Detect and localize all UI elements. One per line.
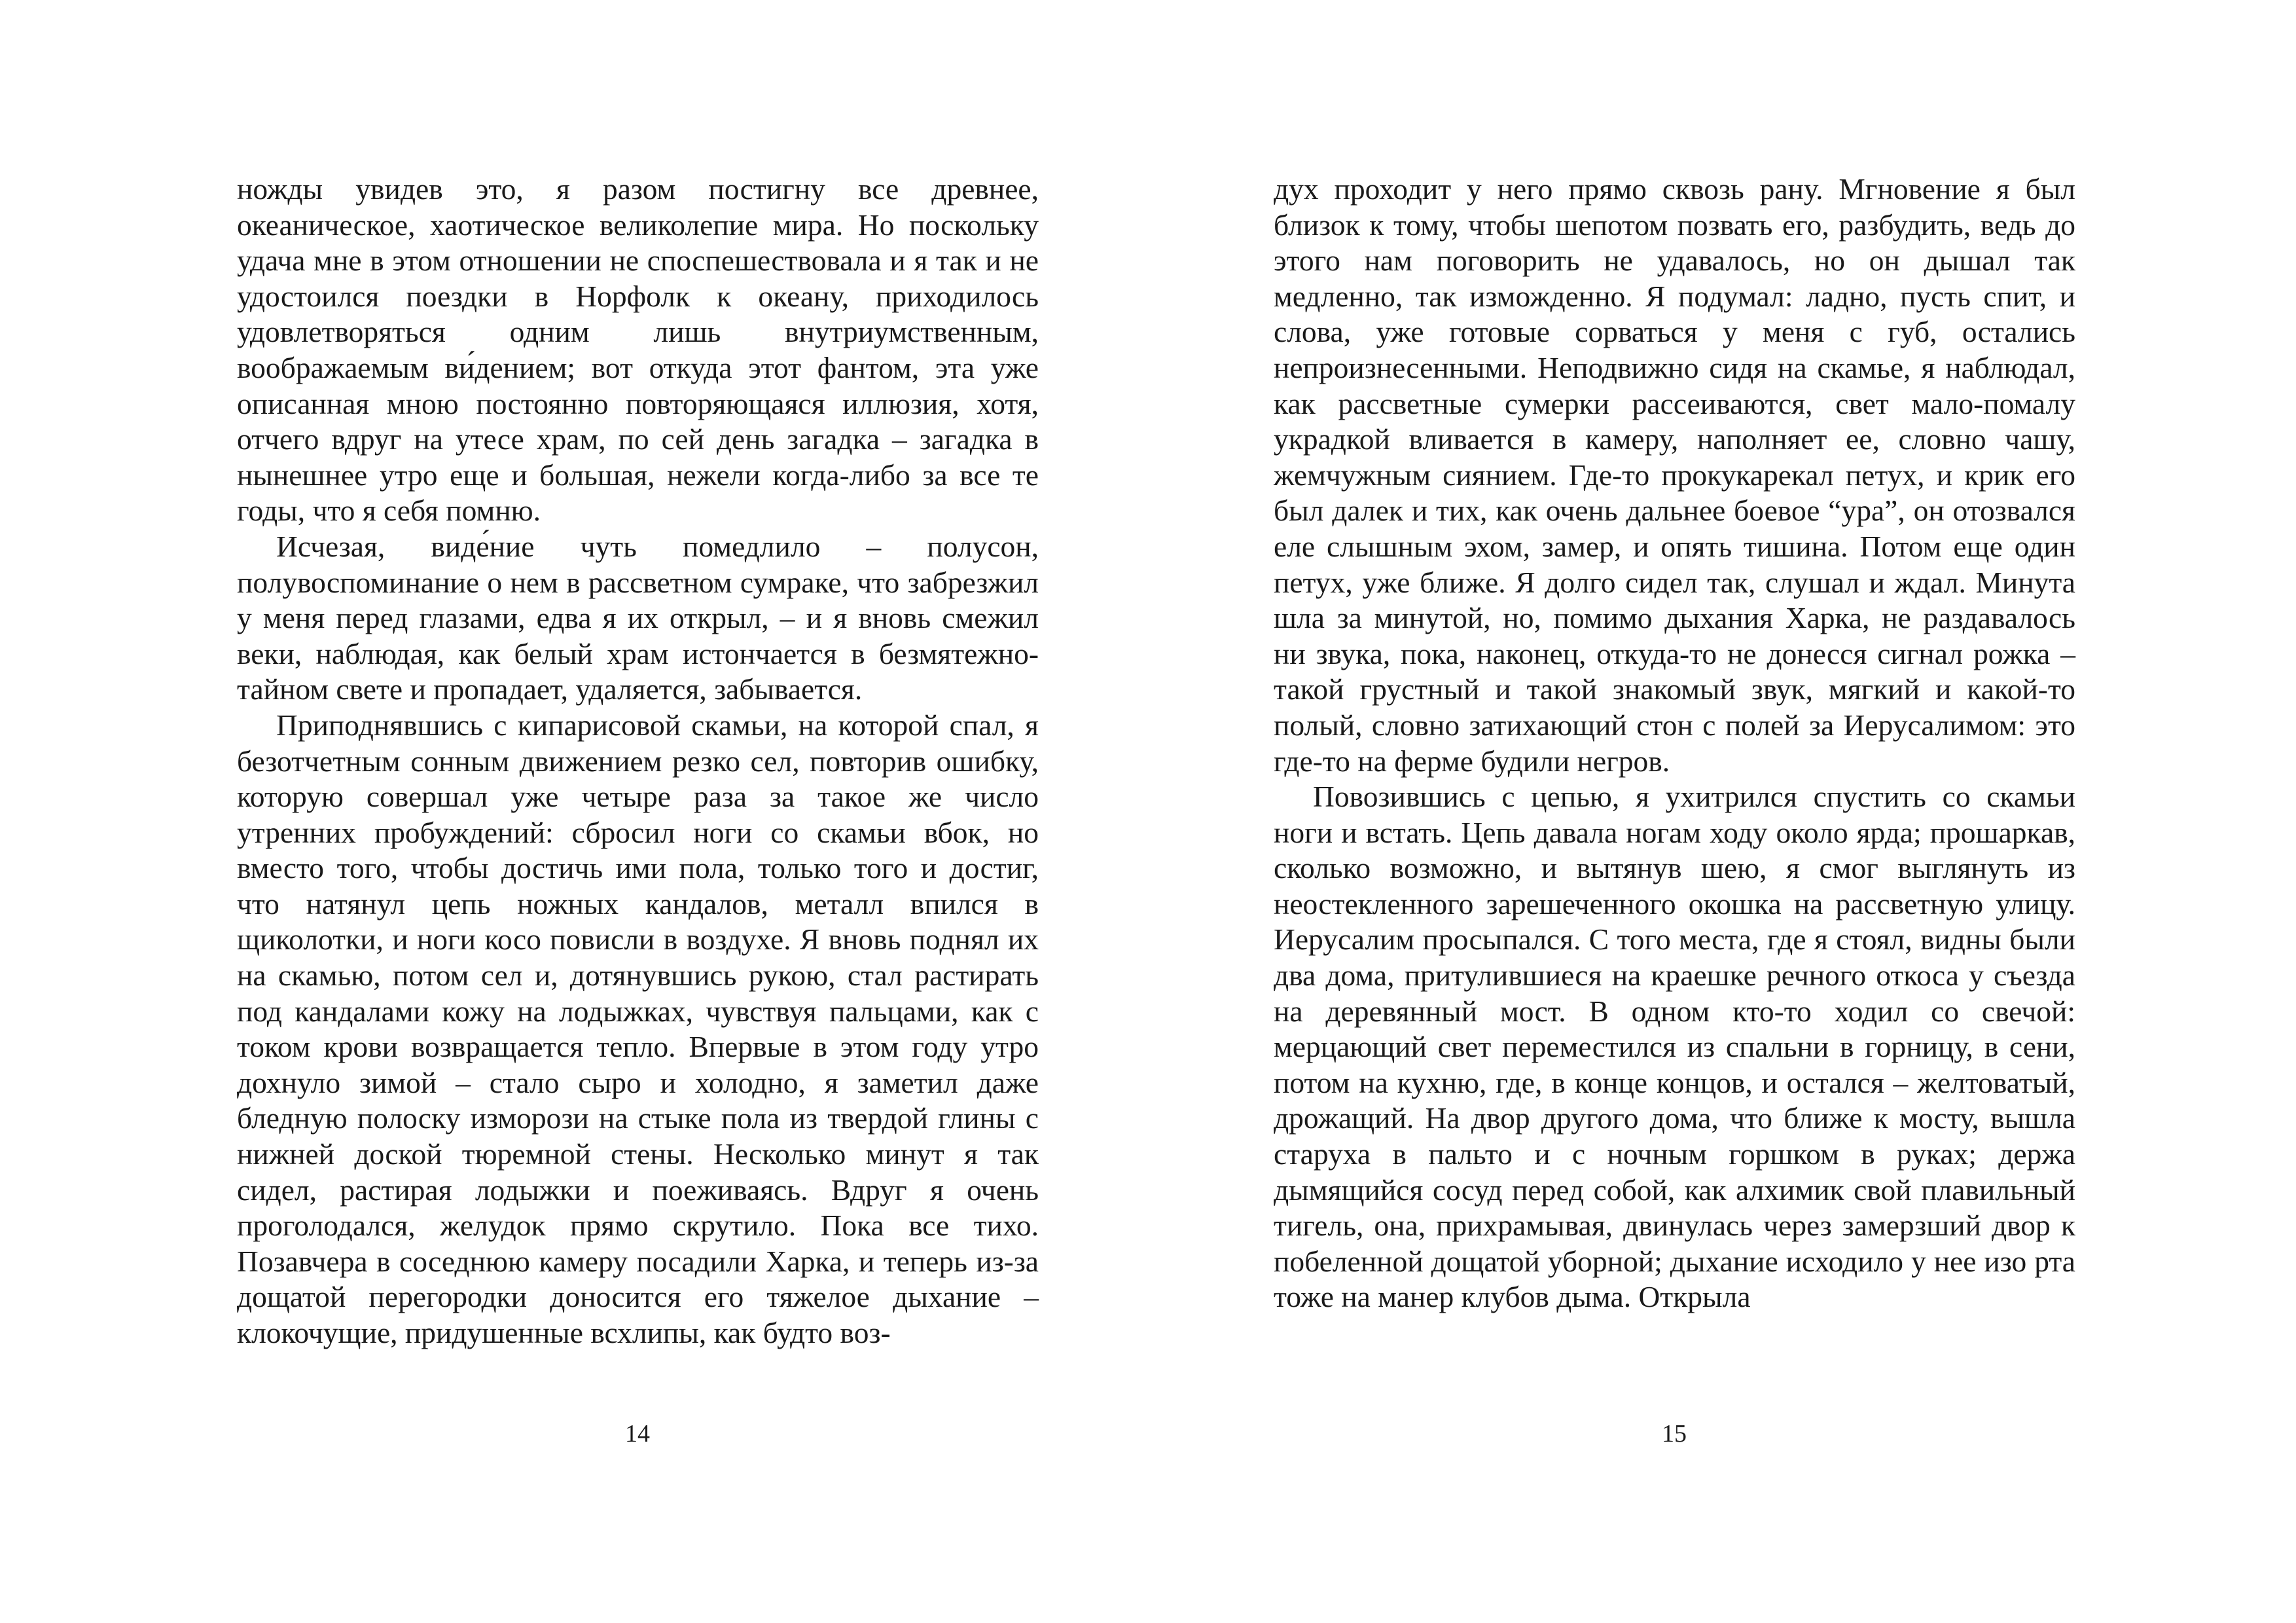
paragraph: дух проходит у него прямо сквозь рану. Мгновение я был близок к тому, чтобы шепотом позвать его, разбудить, ведь до этого нам поговорить не удавалось, но он дышал так медленно, так изможденно. Я подумал: ладно, пусть спит, и слова, уже готовые сорваться у меня с губ, остались непроизнесенными. Неподвижно сидя на скамье, я наблюдал, как рассветные сумерки рассеиваются, свет мало-помалу украдкой вливается в камеру, наполняет ее, словно чашу, жемчужным сиянием. Где-то прокукарекал петух, и крик его был далек и тих, как очень дальнее боевое “ура”, он отозвался еле слышным эхом, замер, и опять тишина. Потом еще один петух, уже ближе. Я долго сидел так, слушал и ждал. Минута шла за минутой, но, помимо дыхания Харка, не раздавалось ни звука, пока, наконец, откуда-то не донесся сигнал рожка – такой грустный и такой знакомый звук, мягкий и какой-то полый, словно затихающий стон с полей за Иерусалимом: это где-то на ферме будили негров. bbox=[1274, 172, 2075, 778]
left-page-text bbox=[237, 172, 1039, 1351]
paragraph: Приподнявшись с кипарисовой скамьи, на которой спал, я безотчетным сонным движением резко сел, повторив ошибку, которую совершал уже четыре раза за такое же число утренних пробуждений: сбросил ноги со скамьи вбок, но вместо того, чтобы достичь ими пола, только того и достиг, что натянул цепь ножных кандалов, металл впился в щиколотки, и ноги косо повисли в воздухе. Я вновь поднял их на скамью, потом сел и, дотянувшись рукою, стал растирать под кандалами кожу на лодыжках, чувствуя пальцами, как с током крови возвращается тепло. Впервые в этом году утро дохнуло зимой – стало сыро и холодно, я заметил даже бледную полоску изморози на стыке пола из твердой глины с нижней доской тюремной стены. Несколько минут я так сидел, растирая лодыжки и поеживаясь. Вдруг я очень проголодался, желудок прямо скрутило. Пока все тихо. Позавчера в соседнюю камеру посадили Харка, и теперь из-за дощатой перегородки доносится его тяжелое дыхание – клокочущие, придушенные всхлипы, как будто воз- bbox=[237, 708, 1039, 1349]
paragraph: ножды увидев это, я разом постигну все древнее, океаническое, хаотическое великолепие мира. Но поскольку удача мне в этом отношении не споспешествовала и я так и не удостоился поездки в Норфолк к океану, приходилось удовлетворяться одним лишь внутриумственным, воображаемым ви́дением; вот откуда этот фантом, эта уже описанная мною постоянно повторяющаяся иллюзия, хотя, отчего вдруг на утесе храм, по сей день загадка – загадка в нынешнее утро еще и большая, нежели когда-либо за все те годы, что я себя помню. bbox=[237, 172, 1039, 528]
page-number: 15 bbox=[1662, 1420, 1687, 1448]
paragraph: Повозившись с цепью, я ухитрился спустить со скамьи ноги и встать. Цепь давала ногам ходу около ярда; прошаркав, сколько возможно, и вытянув шею, я смог выглянуть из неостекленного зарешеченного окошка на рассветную улицу. Иерусалим просыпался. С того места, где я стоял, видны были два дома, притулившиеся на краешке речного откоса у съезда на деревянный мост. В одном кто-то ходил со свечой: мерцающий свет переместился из спальни в горницу, в сени, потом на кухню, где, в конце концов, и остался – желтоватый, дрожащий. На двор другого дома, что ближе к мосту, вышла старуха в пальто и с ночным горшком в руках; держа дымящийся сосуд перед собой, как алхимик свой плавильный тигель, она, прихрамывая, двинулась через замерзший двор к побеленной дощатой уборной; дыхание исходило у нее изо рта тоже на манер клубов дыма. Открыла bbox=[1274, 780, 2075, 1314]
right-page-text bbox=[1274, 172, 2075, 1315]
right-page bbox=[1148, 0, 2296, 1623]
page-number: 14 bbox=[625, 1420, 650, 1448]
paragraph: Исчезая, виде́ние чуть помедлило – полусон, полувоспоминание о нем в рассветном сумраке, что забрезжил у меня перед глазами, едва я их открыл, – и я вновь смежил веки, наблюдая, как белый храм истончается в безмятежно-тайном свете и пропадает, удаляется, забывается. bbox=[237, 529, 1039, 706]
